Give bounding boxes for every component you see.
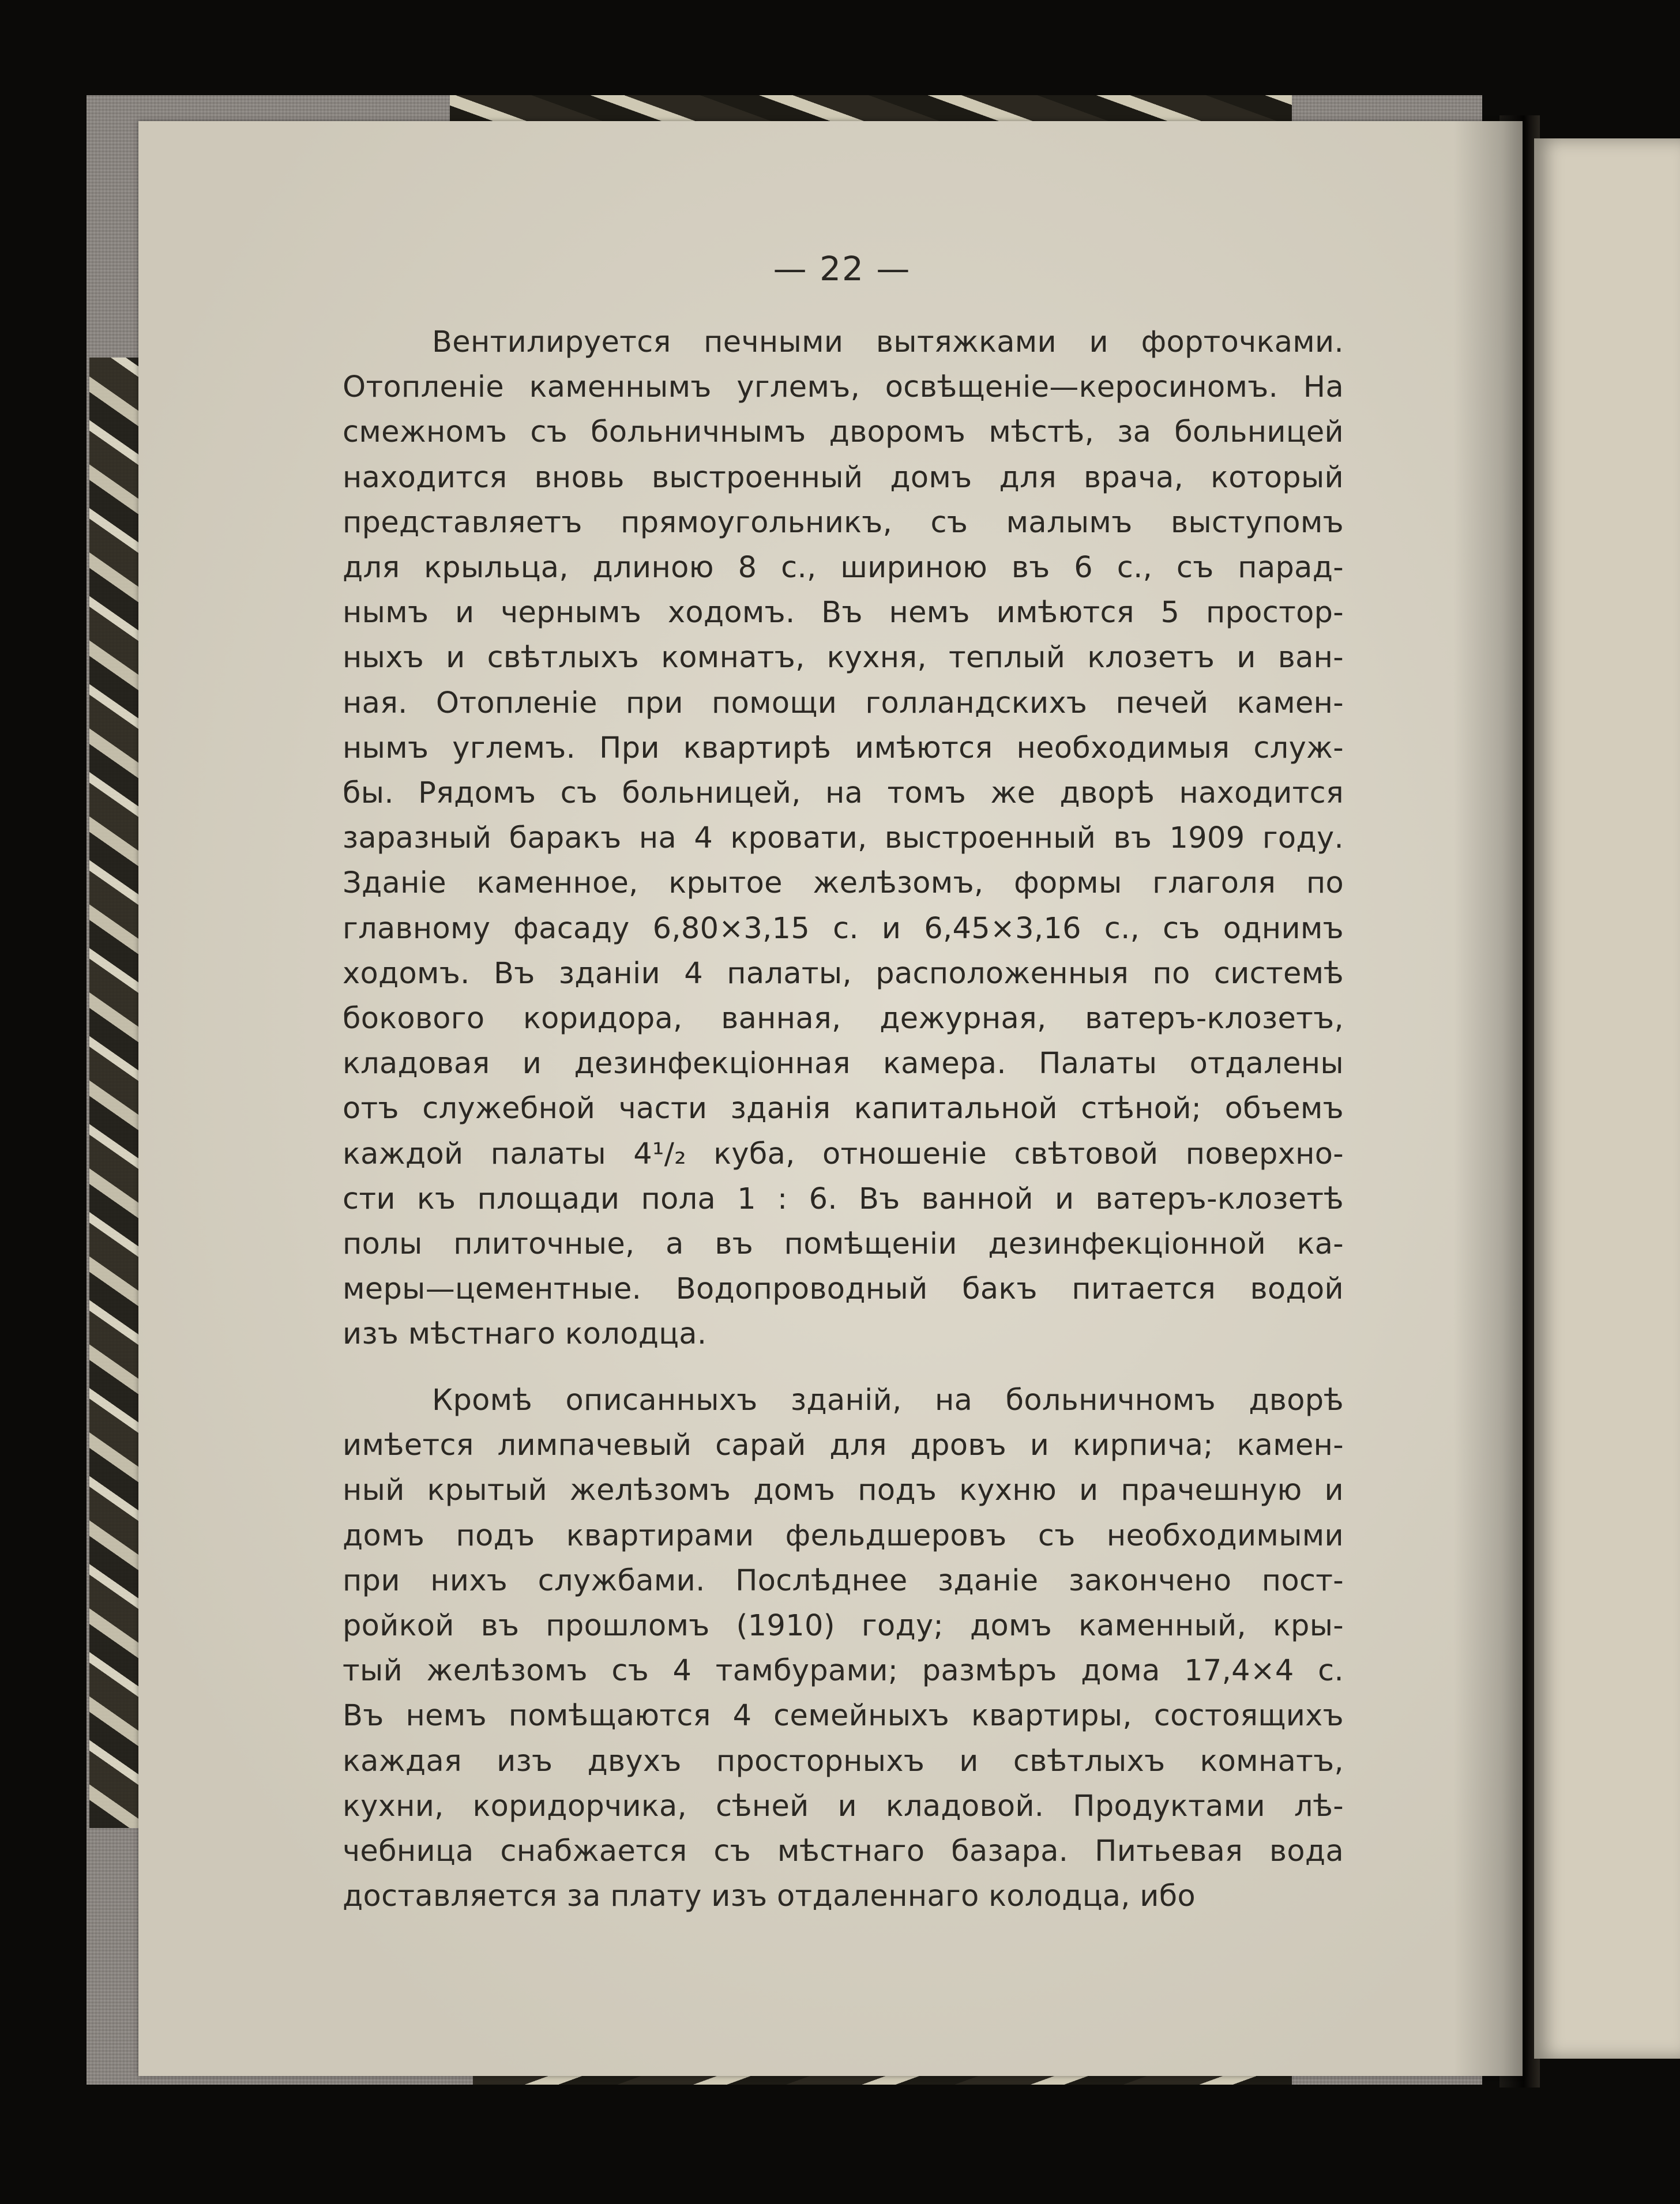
text-line: смежномъ съ больничнымъ дворомъ мѣстѣ, за больницей [343,415,1344,450]
text-line: кухни, коридорчика, сѣней и кладовой. Продуктами лѣ- [343,1789,1344,1823]
text-line: нымъ углемъ. При квартирѣ имѣются необходимыя служ- [343,731,1344,765]
page-edge-shadow [1453,121,1523,2076]
text-line: ходомъ. Въ зданіи 4 палаты, расположенныя по системѣ [343,956,1344,991]
text-line: ройкой въ прошломъ (1910) году; домъ каменный, кры- [343,1609,1344,1643]
text-line: домъ подъ квартирами фельдшеровъ съ необходимыми [343,1518,1344,1553]
text-line: тый желѣзомъ съ 4 тамбурами; размѣръ дома 17,4×4 с. [343,1654,1344,1688]
text-line: Вентилируется печными вытяжками и форточками. [432,325,1344,359]
facing-page [1534,138,1680,2059]
text-line: бокового коридора, ванная, дежурная, ватеръ-клозетъ, [343,1002,1344,1036]
text-line: заразный баракъ на 4 кровати, выстроенный въ 1909 году. [343,821,1344,856]
text-line: главному фасаду 6,80×3,15 с. и 6,45×3,16 с., съ однимъ [343,911,1344,946]
text-line: полы плиточные, а въ помѣщеніи дезинфекціонной ка- [343,1227,1344,1262]
text-line: ныхъ и свѣтлыхъ комнатъ, кухня, теплый клозетъ и ван- [343,641,1344,675]
text-line: Зданіе каменное, крытое желѣзомъ, формы глаголя по [343,866,1344,901]
text-line: Кромѣ описанныхъ зданій, на больничномъ дворѣ [432,1383,1344,1417]
text-line: каждая изъ двухъ просторныхъ и свѣтлыхъ комнатъ, [343,1744,1344,1778]
marbled-endpaper-left [89,358,144,1828]
text-line: каждой палаты 4¹/₂ куба, отношеніе свѣтовой поверхно- [343,1137,1344,1171]
text-line: сти къ площади пола 1 : 6. Въ ванной и ватеръ-клозетѣ [343,1182,1344,1216]
paragraph-2 [343,1378,1344,1919]
text-line: кладовая и дезинфекціонная камера. Палаты отдалены [343,1047,1344,1081]
text-line: изъ мѣстнаго колодца. [343,1317,707,1352]
text-line: Отопленіе каменнымъ углемъ, освѣщеніе—керосиномъ. На [343,370,1344,405]
text-line: нымъ и чернымъ ходомъ. Въ немъ имѣются 5 простор- [343,596,1344,630]
text-line: меры—цементные. Водопроводный бакъ питается водой [343,1272,1344,1307]
text-line: ная. Отопленіе при помощи голландскихъ печей камен- [343,686,1344,720]
text-line: при нихъ службами. Послѣднее зданіе закончено пост- [343,1563,1344,1598]
paragraph-1 [343,320,1344,1357]
text-line: бы. Рядомъ съ больницей, на томъ же дворѣ находится [343,776,1344,811]
text-line: ный крытый желѣзомъ домъ подъ кухню и прачешную и [343,1473,1344,1508]
text-line: представляетъ прямоугольникъ, съ малымъ выступомъ [343,505,1344,540]
page-number: — 22 — [773,249,911,288]
text-line: имѣется лимпачевый сарай для дровъ и кирпича; камен- [343,1428,1344,1463]
text-line: Въ немъ помѣщаются 4 семейныхъ квартиры, состоящихъ [343,1699,1344,1733]
text-line: находится вновь выстроенный домъ для врача, который [343,460,1344,495]
text-line: для крыльца, длиною 8 с., шириною въ 6 с., съ парад- [343,551,1344,585]
text-line: отъ служебной части зданія капитальной стѣной; объемъ [343,1092,1344,1126]
text-line: чебница снабжается съ мѣстнаго базара. Питьевая вода [343,1834,1344,1869]
text-line: доставляется за плату изъ отдаленнаго колодца, ибо [343,1879,1196,1914]
